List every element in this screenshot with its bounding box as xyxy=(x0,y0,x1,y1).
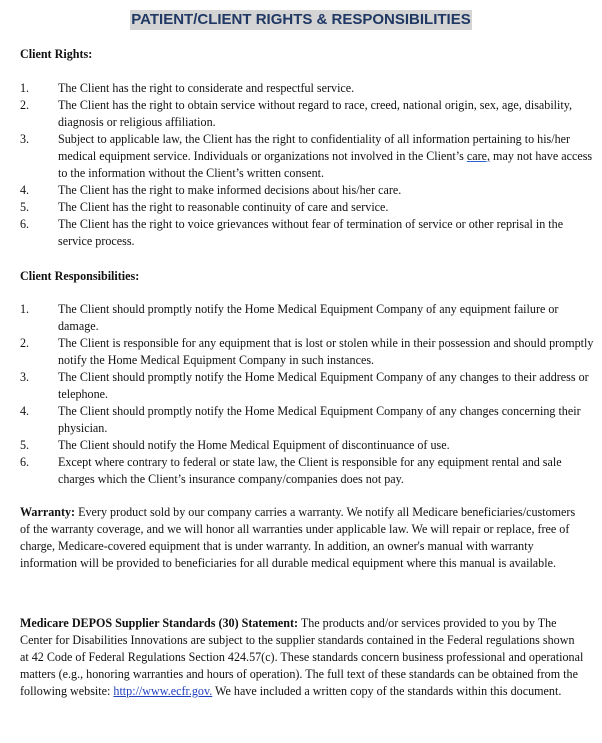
depos-text-after: We have included a written copy of the standards within this document. xyxy=(212,684,562,698)
list-item xyxy=(20,301,595,335)
list-item xyxy=(20,437,595,454)
page-title: PATIENT/CLIENT RIGHTS & RESPONSIBILITIES xyxy=(131,11,471,28)
list-item xyxy=(20,97,595,131)
depos-label: Medicare DEPOS Supplier Standards (30) Statement: xyxy=(20,616,299,630)
item-text: The Client has the right to voice grievances without fear of termination of service or other reprisal in the service process. xyxy=(58,217,564,248)
responsibilities-list xyxy=(20,301,595,488)
list-item xyxy=(20,199,595,216)
item-number: 1. xyxy=(20,302,30,316)
item-text: The Client should notify the Home Medical Equipment of discontinuance of use. xyxy=(58,438,450,452)
list-item xyxy=(20,131,595,182)
list-item xyxy=(20,216,595,250)
item-number: 6. xyxy=(20,455,30,469)
item-number: 6. xyxy=(20,217,30,231)
ecfr-link[interactable]: http://www.ecfr.gov. xyxy=(113,684,213,698)
item-text-before: Subject to applicable law, the Client has the right to confidentiality of all information pertaining to his/her medical equipment service. Individuals or organizations not involved in the Client’s xyxy=(58,132,571,163)
list-item xyxy=(20,454,595,488)
warranty-label: Warranty: xyxy=(20,505,76,519)
item-number: 5. xyxy=(20,438,30,452)
warranty-text: Every product sold by our company carries a warranty. We notify all Medicare beneficiaries/customers of the warranty coverage, and we will honor all warranties under applicable law. We will repair or replace, free of charge, Medicare-covered equipment that is under warranty. In addition, an owner's manual with warranty information will be provided to beneficiaries for all durable medical equipment where this manual is available. xyxy=(20,505,576,570)
rights-list xyxy=(20,80,595,250)
item-number: 2. xyxy=(20,98,30,112)
item-text: The Client has the right to reasonable continuity of care and service. xyxy=(58,200,389,214)
item-number: 4. xyxy=(20,404,30,418)
depos-text-before: The products and/or services provided to you by The Center for Disabilities Innovations are subject to the supplier standards contained in the Federal regulations shown at 42 Code of Federal Regulations Section 424.57(c). These standards concern business professional and operational matters (e.g., honoring warranties and hours of operation). The full text of these standards can be obtained from the following website: xyxy=(20,616,584,698)
responsibilities-heading: Client Responsibilities: xyxy=(20,269,140,283)
warranty-paragraph xyxy=(20,504,586,572)
item-text: The Client should promptly notify the Home Medical Equipment Company of any changes concerning their physician. xyxy=(58,404,581,435)
depos-paragraph xyxy=(20,615,586,700)
list-item xyxy=(20,182,595,199)
list-item xyxy=(20,369,595,403)
item-text-after: may not have access to the information without the Client’s written consent. xyxy=(58,149,593,180)
item-text: The Client is responsible for any equipment that is lost or stolen while in their possession and should promptly notify the Home Medical Equipment Company in such instances. xyxy=(58,336,594,367)
item-text: The Client should promptly notify the Home Medical Equipment Company of any changes to their address or telephone. xyxy=(58,370,589,401)
care-word: care, xyxy=(466,149,491,163)
item-text: The Client has the right to considerate and respectful service. xyxy=(58,81,355,95)
rights-heading: Client Rights: xyxy=(20,47,93,61)
item-number: 4. xyxy=(20,183,30,197)
list-item xyxy=(20,80,595,97)
title-container xyxy=(0,10,602,32)
item-text: The Client has the right to obtain service without regard to race, creed, national origin, sex, age, disability, diagnosis or religious affiliation. xyxy=(58,98,573,129)
item-number: 2. xyxy=(20,336,30,350)
item-text: Except where contrary to federal or state law, the Client is responsible for any equipment rental and sale charges which the Client’s insurance company/companies does not pay. xyxy=(58,455,562,486)
item-number: 1. xyxy=(20,81,30,95)
item-text: The Client should promptly notify the Home Medical Equipment Company of any equipment failure or damage. xyxy=(58,302,559,333)
list-item xyxy=(20,403,595,437)
item-number: 3. xyxy=(20,370,30,384)
list-item xyxy=(20,335,595,369)
item-number: 3. xyxy=(20,132,30,146)
item-text: The Client has the right to make informed decisions about his/her care. xyxy=(58,183,402,197)
item-number: 5. xyxy=(20,200,30,214)
